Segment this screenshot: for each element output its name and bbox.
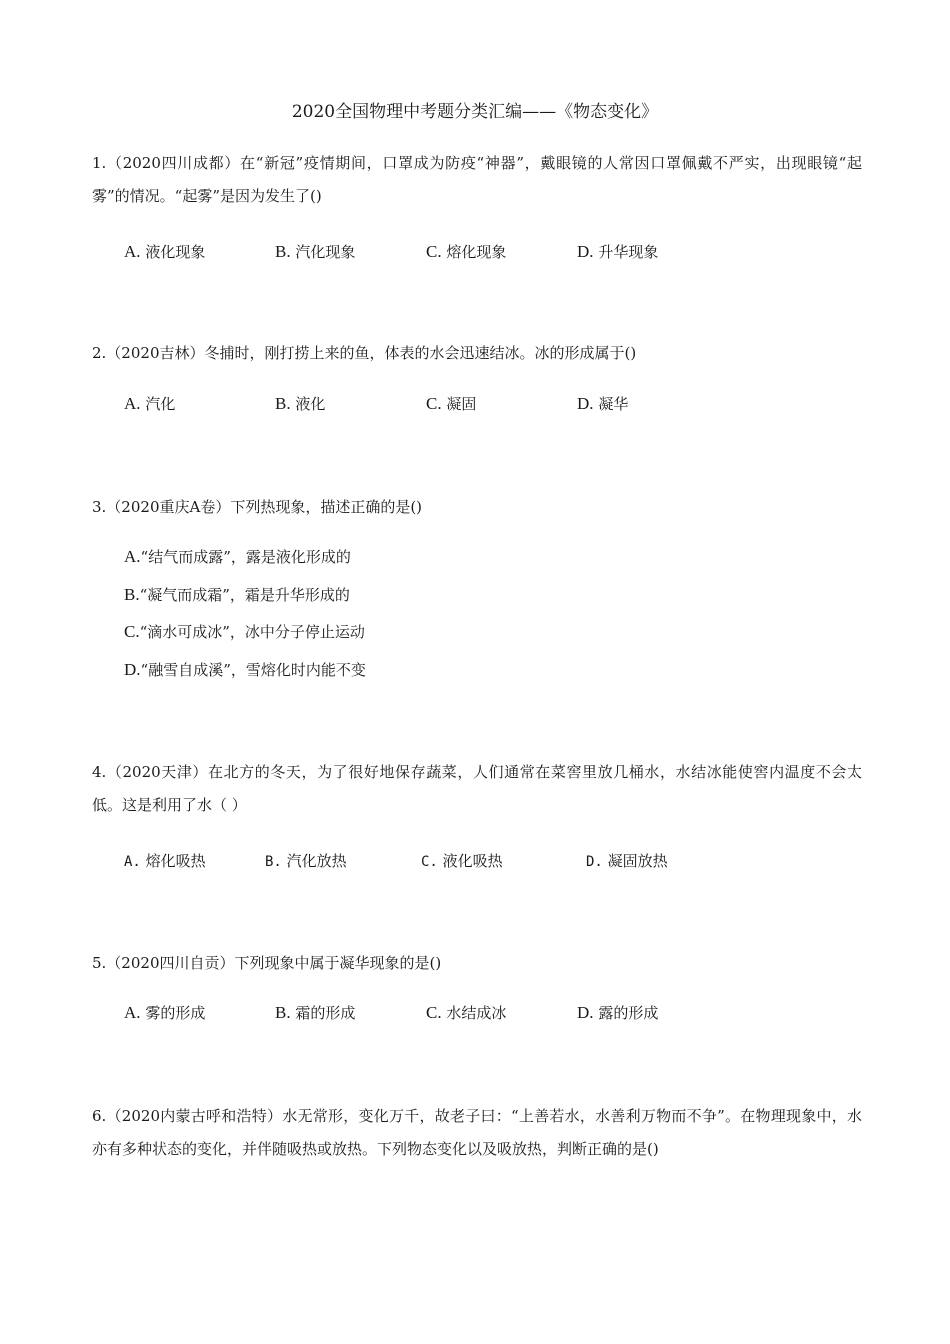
option-d: D.“融雪自成溪”，雪熔化时内能不变 [124,659,366,679]
option-b: B. 霜的形成 [275,1003,356,1022]
question-5-text: 5.（2020四川自贡）下列现象中属于凝华现象的是() [92,954,442,972]
question-1-text: 1.（2020四川成都）在“新冠”疫情期间，口罩成为防疫“神器”，戴眼镜的人常因口罩佩戴不严实，出现眼镜“起雾”的情况。“起雾”是因为发生了() [92,154,862,205]
option-d: D. 凝固放热 [586,852,668,870]
option-c: C. 熔化现象 [426,242,507,261]
option-c: C. 水结成冰 [426,1003,507,1022]
option-b: B. 汽化放热 [265,852,347,870]
option-c: C. 凝固 [426,394,477,413]
question-4-text: 4.（2020天津）在北方的冬天，为了很好地保存蔬菜，人们通常在菜窖里放几桶水，水结冰能使窖内温度不会太低。这是利用了水（ ） [92,763,862,814]
option-d: D. 凝华 [577,394,629,413]
option-a: A. 汽化 [124,394,176,413]
option-d: D. 露的形成 [577,1003,659,1022]
option-a: A. 液化现象 [124,242,206,261]
question-2-options [124,390,844,418]
option-b: B. 液化 [275,394,326,413]
question-6-text: 6.（2020内蒙古呼和浩特）水无常形，变化万千，故老子曰：“上善若水，水善利万物而不争”。在物理现象中，水亦有多种状态的变化，并伴随吸热或放热。下列物态变化以及吸放热，判断正确的是() [92,1107,862,1158]
option-a: A. 熔化吸热 [124,852,206,870]
option-a: A. 雾的形成 [124,1003,206,1022]
question-1-options [124,238,844,266]
question-4-options [124,847,844,875]
option-c: C. 液化吸热 [421,852,503,870]
question-2-text: 2.（2020吉林）冬捕时，刚打捞上来的鱼，体表的水会迅速结冰。冰的形成属于() [92,344,637,362]
option-a: A.“结气而成露”，露是液化形成的 [124,547,351,566]
option-d: D. 升华现象 [577,242,659,261]
document-title: 2020全国物理中考题分类汇编——《物态变化》 [291,102,659,122]
question-3-text: 3.（2020重庆A卷）下列热现象，描述正确的是() [92,498,423,516]
option-c: C.“滴水可成冰”，冰中分子停止运动 [124,622,365,641]
option-b: B.“凝气而成霜”，霜是升华形成的 [124,584,350,604]
question-5-options [124,999,844,1027]
option-b: B. 汽化现象 [275,242,356,261]
question-3-options [124,543,366,693]
